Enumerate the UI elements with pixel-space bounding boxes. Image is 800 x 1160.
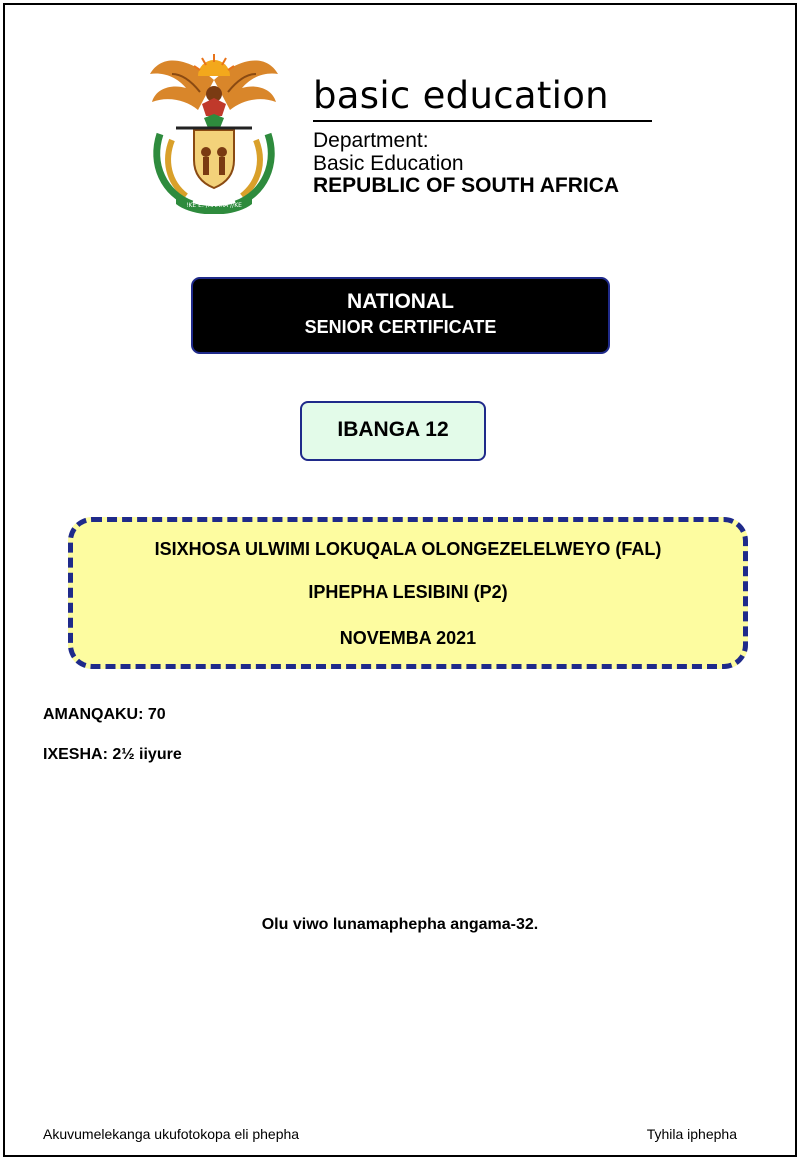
copyright-notice: Akuvumelekanga ukufotokopa eli phepha <box>43 1126 300 1142</box>
department-label: Department: <box>313 129 429 152</box>
subject-title: ISIXHOSA ULWIMI LOKUQALA OLONGEZELELWEYO (FAL) <box>154 539 662 559</box>
certificate-banner <box>191 277 610 354</box>
exam-duration: IXESHA: 2½ iiyure <box>43 746 182 763</box>
country-name: REPUBLIC OF SOUTH AFRICA <box>313 174 620 197</box>
brand-rule <box>313 120 652 122</box>
exam-session: NOVEMBA 2021 <box>339 628 477 648</box>
marks-total: AMANQAKU: 70 <box>43 706 166 723</box>
paper-name: IPHEPHA LESIBINI (P2) <box>308 582 508 602</box>
certificate-line2: SENIOR CERTIFICATE <box>304 317 497 337</box>
page-count-note: Olu viwo lunamaphepha angama-32. <box>261 916 539 933</box>
turn-over-note: Tyhila iphepha <box>646 1126 737 1142</box>
grade-badge: IBANGA 12 <box>300 401 486 461</box>
coat-of-arms-icon <box>142 44 286 214</box>
brand-title: basic education <box>313 74 609 117</box>
certificate-line1: NATIONAL <box>347 290 454 313</box>
department-name: Basic Education <box>313 152 464 175</box>
subject-panel <box>68 517 748 669</box>
logo-motto: !KE E: /XARRA //KE <box>186 202 242 209</box>
